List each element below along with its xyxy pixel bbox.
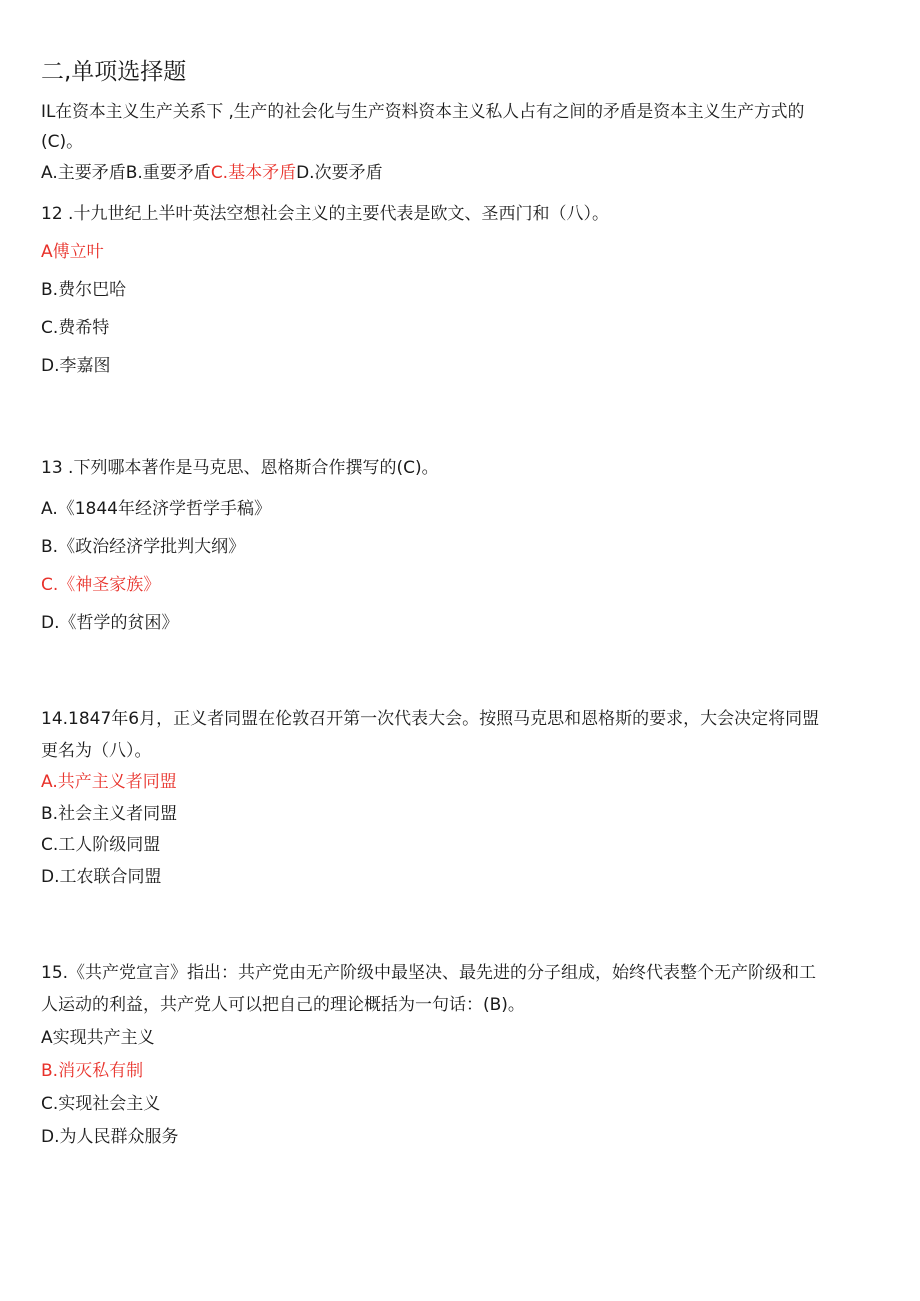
q14-option-b: B.社会主义者同盟 bbox=[41, 804, 178, 824]
q11-option-a: A.主要矛盾 bbox=[41, 163, 126, 183]
q12-text: 12 .十九世纪上半叶英法空想社会主义的主要代表是欧文、圣西门和（八）。 bbox=[41, 204, 609, 224]
q11-text-line1: IL在资本主义生产关系下 ,生产的社会化与生产资料资本主义私人占有之间的矛盾是资本主义生产方式的 bbox=[41, 101, 805, 121]
q11-option-d: D.次要矛盾 bbox=[296, 163, 383, 183]
q12-option-a-answer: A傅立叶 bbox=[41, 242, 104, 262]
section-title: 二,单项选择题 bbox=[41, 59, 187, 85]
q13-text: 13 .下列哪本著作是马克思、恩格斯合作撰写的(C)。 bbox=[41, 458, 439, 478]
q15-option-a: A实现共产主义 bbox=[41, 1028, 155, 1048]
q11-option-b: B.重要矛盾 bbox=[125, 163, 211, 183]
q12-option-d: D.李嘉图 bbox=[41, 356, 111, 376]
q12-option-b: B.费尔巴哈 bbox=[41, 280, 127, 300]
q14-option-c: C.工人阶级同盟 bbox=[41, 835, 161, 855]
q15-text-line2: 人运动的利益，共产党人可以把自己的理论概括为一句话：(B)。 bbox=[41, 995, 525, 1015]
q13-option-c-answer: C.《神圣家族》 bbox=[41, 575, 161, 595]
q14-option-a-answer: A.共产主义者同盟 bbox=[41, 772, 177, 792]
q13-option-b: B.《政治经济学批判大纲》 bbox=[41, 537, 246, 557]
q13-option-d: D.《哲学的贫困》 bbox=[41, 613, 179, 633]
q15-option-c: C.实现社会主义 bbox=[41, 1094, 161, 1114]
q11-option-c-answer: C.基本矛盾 bbox=[210, 163, 297, 183]
q14-text-line1: 14.1847年6月，正义者同盟在伦敦召开第一次代表大会。按照马克思和恩格斯的要求，大会决定将同盟 bbox=[41, 709, 820, 729]
q15-option-d: D.为人民群众服务 bbox=[41, 1127, 179, 1147]
q15-text-line1: 15.《共产党宣言》指出：共产党由无产阶级中最坚决、最先进的分子组成，始终代表整个无产阶级和工 bbox=[41, 963, 817, 983]
q13-option-a: A.《1844年经济学哲学手稿》 bbox=[41, 499, 271, 519]
q14-option-d: D.工农联合同盟 bbox=[41, 867, 162, 887]
q11-options-line bbox=[41, 161, 383, 185]
q14-text-line2: 更名为（八）。 bbox=[41, 741, 152, 761]
q12-option-c: C.费希特 bbox=[41, 318, 110, 338]
q11-text-line2: (C)。 bbox=[41, 132, 84, 152]
q15-option-b-answer: B.消灭私有制 bbox=[41, 1061, 144, 1081]
